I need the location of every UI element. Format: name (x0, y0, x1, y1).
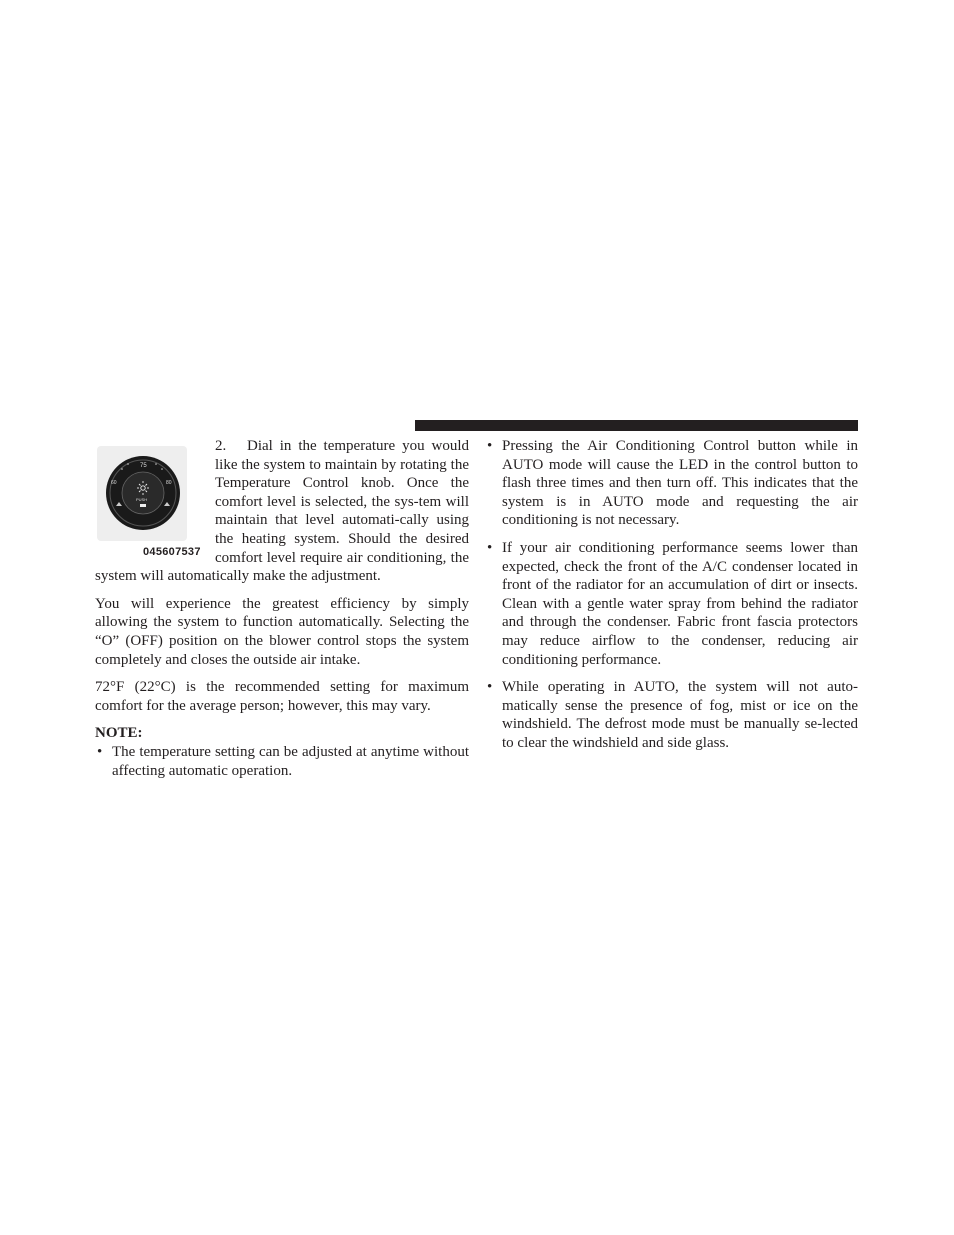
bullet-text: If your air conditioning performance seems lower than expected, check the front of the A/C condenser located in front of the radiator for an accumulation of dirt or insects. Clean with a gentle water spray from behind the radiator and through the condenser. Fabric front fascia protectors may reduce airflow to the condenser, reducing air conditioning performance. (502, 539, 858, 668)
bullet-glyph: • (487, 539, 493, 556)
note-bullet-list (95, 743, 469, 780)
figure-code: 045607537 (143, 546, 201, 558)
knob-push-label: PUSH (136, 497, 148, 502)
knob-label-left: 60 (111, 480, 117, 486)
section-header-bar (415, 420, 858, 431)
note-bullet-text: The temperature setting can be adjusted at anytime without affecting automatic operation. (112, 743, 469, 779)
temperature-knob-figure (95, 440, 209, 560)
bullet-glyph: • (487, 679, 493, 696)
recommended-setting-paragraph: 72°F (22°C) is the recommended setting for maximum comfort for the average person; however, this may vary. (95, 679, 469, 714)
note-label: NOTE: (95, 725, 143, 742)
step-2-paragraph (95, 437, 469, 586)
list-item (485, 437, 858, 530)
step-number: 2. (215, 438, 227, 454)
knob-label-top: 75 (140, 463, 147, 469)
list-item (485, 678, 858, 752)
bullet-text: Pressing the Air Conditioning Control button while in AUTO mode will cause the LED in the control button to flash three times and then turn off. This indicates that the system is in AUTO mode and requesting the air conditioning is not necessary. (502, 438, 858, 529)
temperature-control-knob-icon (98, 448, 188, 538)
bullet-text: While operating in AUTO, the system will not auto-matically sense the presence of fog, mist or ice on the windshield. The defrost mode must be manually se-lected to clear the windshield and side glass. (502, 679, 858, 751)
bullet-glyph: • (97, 743, 103, 760)
bullet-glyph: • (487, 438, 493, 454)
right-bullet-list (485, 437, 858, 753)
left-column (95, 437, 469, 780)
efficiency-paragraph: You will experience the greatest efficiency by simply allowing the system to function automatically. Selecting the “O” (OFF) position on the blower control stops the system completely and closes the outside air intake. (95, 595, 469, 668)
list-item (95, 743, 469, 780)
knob-label-right: 80 (166, 480, 172, 486)
step-text: Dial in the temperature you would like the system to maintain by rotating the Temperature Control knob. Once the comfort level is selected, the sys-tem will maintain that level automati-cally using the heating system. Should the desired comfort level require air conditioning, the system will automatically make the adjustment. (95, 438, 470, 585)
list-item (485, 539, 858, 669)
right-column (485, 437, 858, 762)
